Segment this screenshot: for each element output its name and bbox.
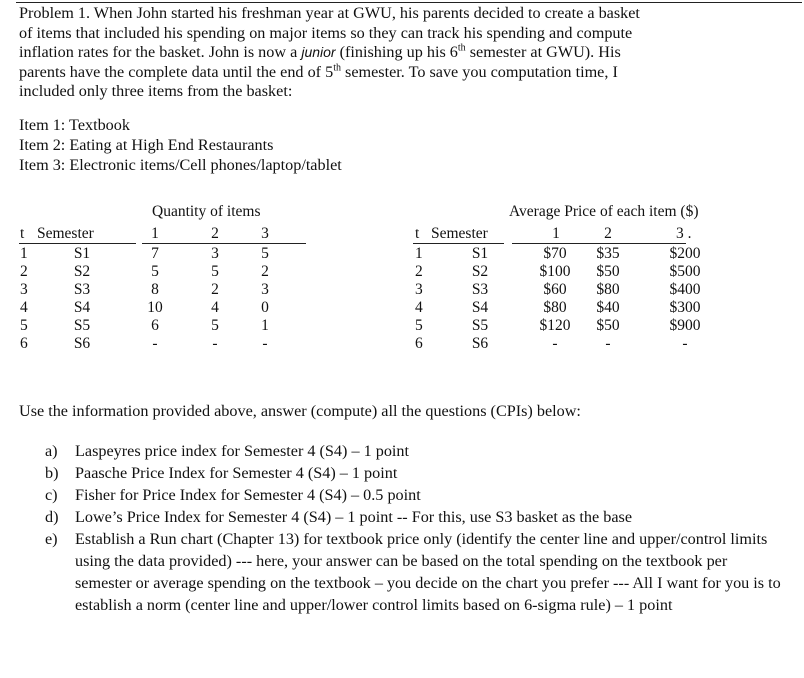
cell-qty-2: 5	[211, 263, 219, 280]
cell-price-1: -	[552, 335, 558, 352]
cell-price-1: $80	[543, 299, 567, 316]
col-header-1: 1	[552, 225, 560, 242]
cell-price-1: $60	[543, 281, 567, 298]
cell-semester: S1	[73, 245, 91, 262]
item-restaurants: Item 2: Eating at High End Restaurants	[19, 136, 274, 154]
cell-t: 2	[415, 263, 423, 280]
problem-text: parents have the complete data until the end of 5	[19, 62, 334, 81]
subquestion-b	[45, 462, 785, 484]
subquestion-text: Establish a Run chart (Chapter 13) for textbook price only (identify the center line and upper/control limits using the data provided) --- here, your answer can be based on the total spending on the textbook per semester or average spending on the textbook – you decide on the chart you prefer --- All I want for you is to establish a norm (center line and upper/lower control limits based on 6-sigma rule) – 1 point	[75, 530, 781, 614]
cell-semester: S6	[471, 335, 489, 352]
cell-t: 6	[20, 335, 28, 352]
cell-t: 4	[415, 299, 423, 316]
cell-price-3: $200	[669, 245, 701, 262]
subquestion-c	[45, 484, 785, 506]
cell-t: 2	[20, 263, 28, 280]
price-table-title: Average Price of each item ($)	[509, 203, 699, 220]
subquestion-list	[45, 440, 785, 616]
subquestion-label: b)	[45, 464, 59, 482]
cell-semester: S3	[471, 281, 489, 298]
subquestion-label: e)	[45, 530, 58, 548]
item-electronics: Item 3: Electronic items/Cell phones/laptop/tablet	[19, 156, 342, 174]
cell-qty-3: 3	[261, 281, 269, 298]
cell-qty-2: 2	[211, 281, 219, 298]
cell-semester: S1	[471, 245, 489, 262]
emphasis-junior: junior	[301, 44, 336, 60]
col-header-3: 3	[261, 225, 269, 242]
cell-price-1: $120	[539, 317, 571, 334]
cell-t: 3	[415, 281, 423, 298]
col-header-t: t	[415, 225, 420, 242]
header-underline	[512, 243, 686, 244]
problem-text: semester. To save you computation time, I	[345, 62, 618, 81]
cell-price-3: $300	[669, 299, 701, 316]
superscript: th	[333, 62, 341, 74]
header-underline	[19, 243, 136, 244]
cell-qty-1: 8	[151, 281, 159, 298]
header-underline	[142, 243, 306, 244]
cell-qty-2: 3	[211, 245, 219, 262]
subquestion-text: Laspeyres price index for Semester 4 (S4) – 1 point	[75, 442, 410, 460]
subquestion-text: Fisher for Price Index for Semester 4 (S4) – 0.5 point	[75, 486, 421, 504]
cell-t: 1	[20, 245, 28, 262]
cell-qty-1: -	[152, 335, 158, 352]
cell-qty-3: 0	[261, 299, 269, 316]
cell-qty-1: 7	[151, 245, 159, 262]
cell-t: 4	[20, 299, 28, 316]
cell-qty-2: -	[212, 335, 218, 352]
cell-qty-1: 6	[151, 317, 159, 334]
cell-t: 1	[415, 245, 423, 262]
cell-t: 3	[20, 281, 28, 298]
cell-t: 6	[415, 335, 423, 352]
basket-items	[19, 115, 342, 175]
problem-text: semester at GWU). His	[469, 43, 621, 61]
cell-price-3: -	[682, 335, 688, 352]
cell-qty-1: 5	[151, 263, 159, 280]
cell-price-2: $50	[596, 317, 620, 334]
cell-price-2: $50	[596, 263, 620, 280]
cell-price-3: $900	[669, 317, 701, 334]
subquestion-e	[45, 528, 785, 616]
col-header-1: 1	[151, 225, 159, 242]
cell-semester: S5	[73, 317, 91, 334]
cell-qty-1: 10	[147, 299, 163, 316]
cell-semester: S2	[73, 263, 91, 280]
problem-line-4	[19, 63, 799, 83]
problem-statement	[19, 4, 799, 102]
subquestion-label: a)	[45, 442, 58, 460]
cell-qty-2: 5	[211, 317, 219, 334]
item-textbook: Item 1: Textbook	[19, 116, 130, 134]
col-header-t: t	[20, 225, 25, 242]
cell-t: 5	[20, 317, 28, 334]
cell-qty-3: 1	[261, 317, 269, 334]
subquestion-a	[45, 440, 785, 462]
col-header-2: 2	[604, 225, 612, 242]
cell-qty-2: 4	[211, 299, 219, 316]
header-underline	[413, 243, 504, 244]
cell-price-3: $500	[669, 263, 701, 280]
cell-qty-3: 5	[261, 245, 269, 262]
problem-line-5: included only three items from the basket:	[19, 82, 293, 100]
cell-semester: S4	[73, 299, 91, 316]
cell-price-1: $100	[539, 263, 571, 280]
problem-line-1: Problem 1. When John started his freshman year at GWU, his parents decided to create a basket	[19, 4, 640, 22]
cell-price-2: $35	[596, 245, 620, 262]
col-header-semester: Semester	[431, 225, 488, 242]
subquestion-d	[45, 506, 785, 528]
subquestion-label: d)	[45, 508, 59, 526]
cell-semester: S5	[471, 317, 489, 334]
cell-price-2: -	[605, 335, 611, 352]
col-header-2: 2	[211, 225, 219, 242]
subquestion-text: Paasche Price Index for Semester 4 (S4) – 1 point	[75, 464, 398, 482]
problem-text: (finishing up his 6	[339, 43, 458, 61]
cell-semester: S6	[73, 335, 91, 352]
cell-price-3: $400	[669, 281, 701, 298]
superscript: th	[457, 42, 466, 54]
cell-price-1: $70	[543, 245, 567, 262]
cell-price-2: $80	[596, 281, 620, 298]
cell-t: 5	[415, 317, 423, 334]
cell-semester: S4	[471, 299, 489, 316]
problem-text: inflation rates for the basket. John is now a	[19, 43, 298, 61]
subquestion-text: Lowe’s Price Index for Semester 4 (S4) – 1 point -- For this, use S3 basket as the base	[75, 508, 633, 526]
question-intro: Use the information provided above, answer (compute) all the questions (CPIs) below:	[19, 402, 581, 420]
subquestion-label: c)	[45, 486, 58, 504]
col-header-semester: Semester	[37, 225, 94, 242]
top-rule	[16, 2, 802, 3]
cell-qty-3: 2	[261, 263, 269, 280]
col-header-3: 3 .	[676, 225, 692, 242]
cell-price-2: $40	[596, 299, 620, 316]
quantity-table-title: Quantity of items	[152, 203, 261, 220]
cell-qty-3: -	[262, 335, 268, 352]
problem-line-2: of items that included his spending on major items so they can track his spending and compute	[19, 23, 633, 42]
cell-semester: S3	[73, 281, 91, 298]
problem-line-3	[19, 43, 799, 63]
cell-semester: S2	[471, 263, 489, 280]
